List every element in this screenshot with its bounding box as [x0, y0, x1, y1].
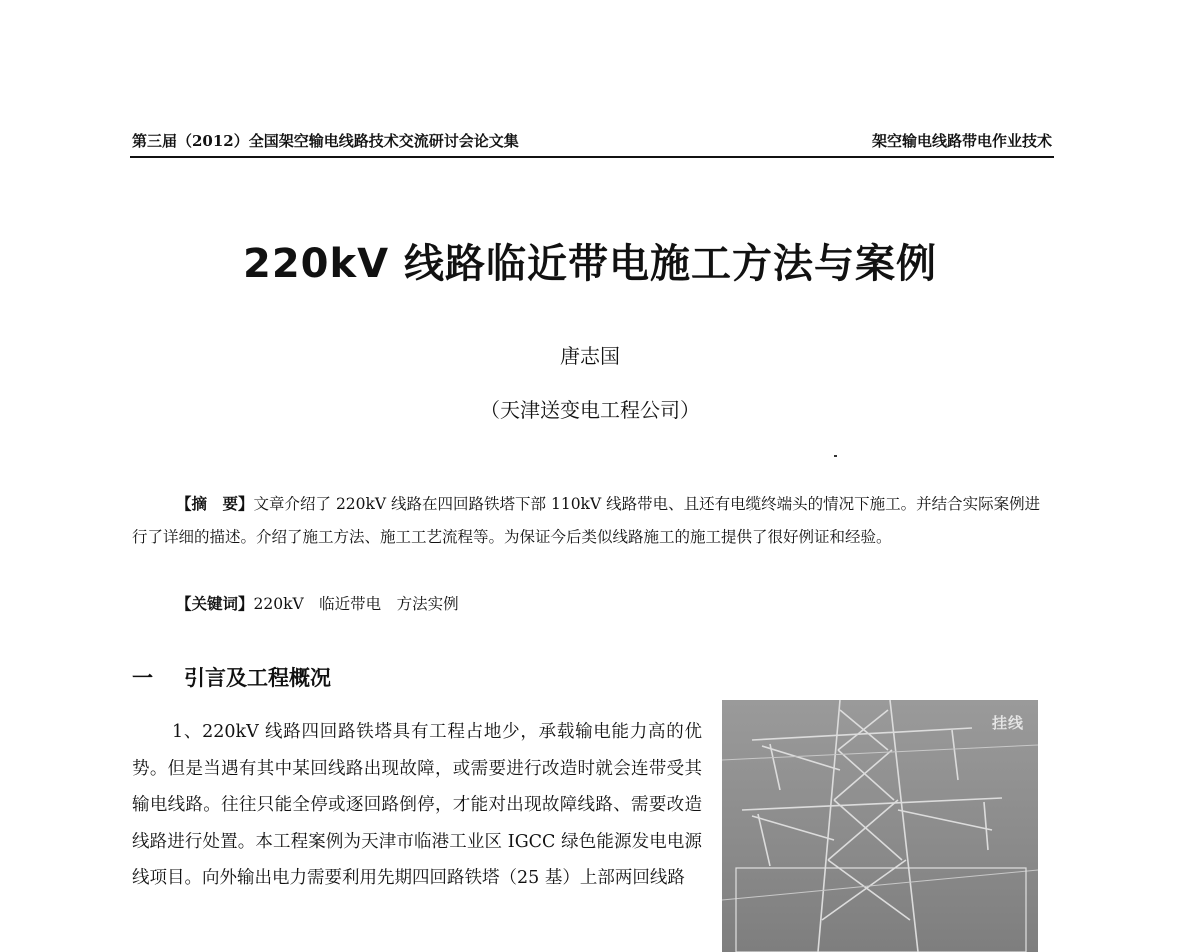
running-header-left: 第三届（2012）全国架空输电线路技术交流研讨会论文集	[132, 132, 519, 150]
abstract	[132, 488, 1054, 554]
paper-title: 220kV 线路临近带电施工方法与案例	[243, 241, 937, 287]
section-heading	[132, 662, 331, 692]
tower-photo	[722, 700, 1038, 952]
tower-lattice-graphic	[722, 700, 1038, 952]
header-divider	[130, 156, 1054, 158]
author-affiliation: （天津送变电工程公司）	[480, 398, 700, 422]
abstract-label: 【摘 要】	[176, 495, 254, 513]
author-name: 唐志国	[560, 344, 620, 368]
section-title: 引言及工程概况	[184, 666, 331, 690]
body-paragraph: 1、220kV 线路四回路铁塔具有工程占地少，承载输电能力高的优势。但是当遇有其中某回线路出现故障，或需要进行改造时就会连带受其输电线路。往往只能全停或逐回路倒停，才能对出现故障线路、需要改造线路进行处置。本工程案例为天津市临港工业区 IGCC 绿色能源发电电源线项目。向外输出电力需要利用先期四回路铁塔（25 基）上部两回线路	[132, 722, 702, 888]
abstract-text: 文章介绍了 220kV 线路在四回路铁塔下部 110kV 线路带电、且还有电缆终端头的情况下施工。并结合实际案例进行了详细的描述。介绍了施工方法、施工工艺流程等。为保证今后类似线路施工的施工提供了很好例证和经验。	[132, 495, 1041, 546]
photo-caption-label: 挂线	[991, 714, 1024, 732]
keywords-label: 【关键词】	[176, 595, 254, 613]
keywords	[176, 592, 459, 614]
scan-speck	[834, 455, 837, 457]
section-number: 一	[132, 666, 153, 690]
keywords-text: 220kV 临近带电 方法实例	[253, 595, 459, 613]
running-header-right: 架空输电线路带电作业技术	[871, 132, 1052, 150]
